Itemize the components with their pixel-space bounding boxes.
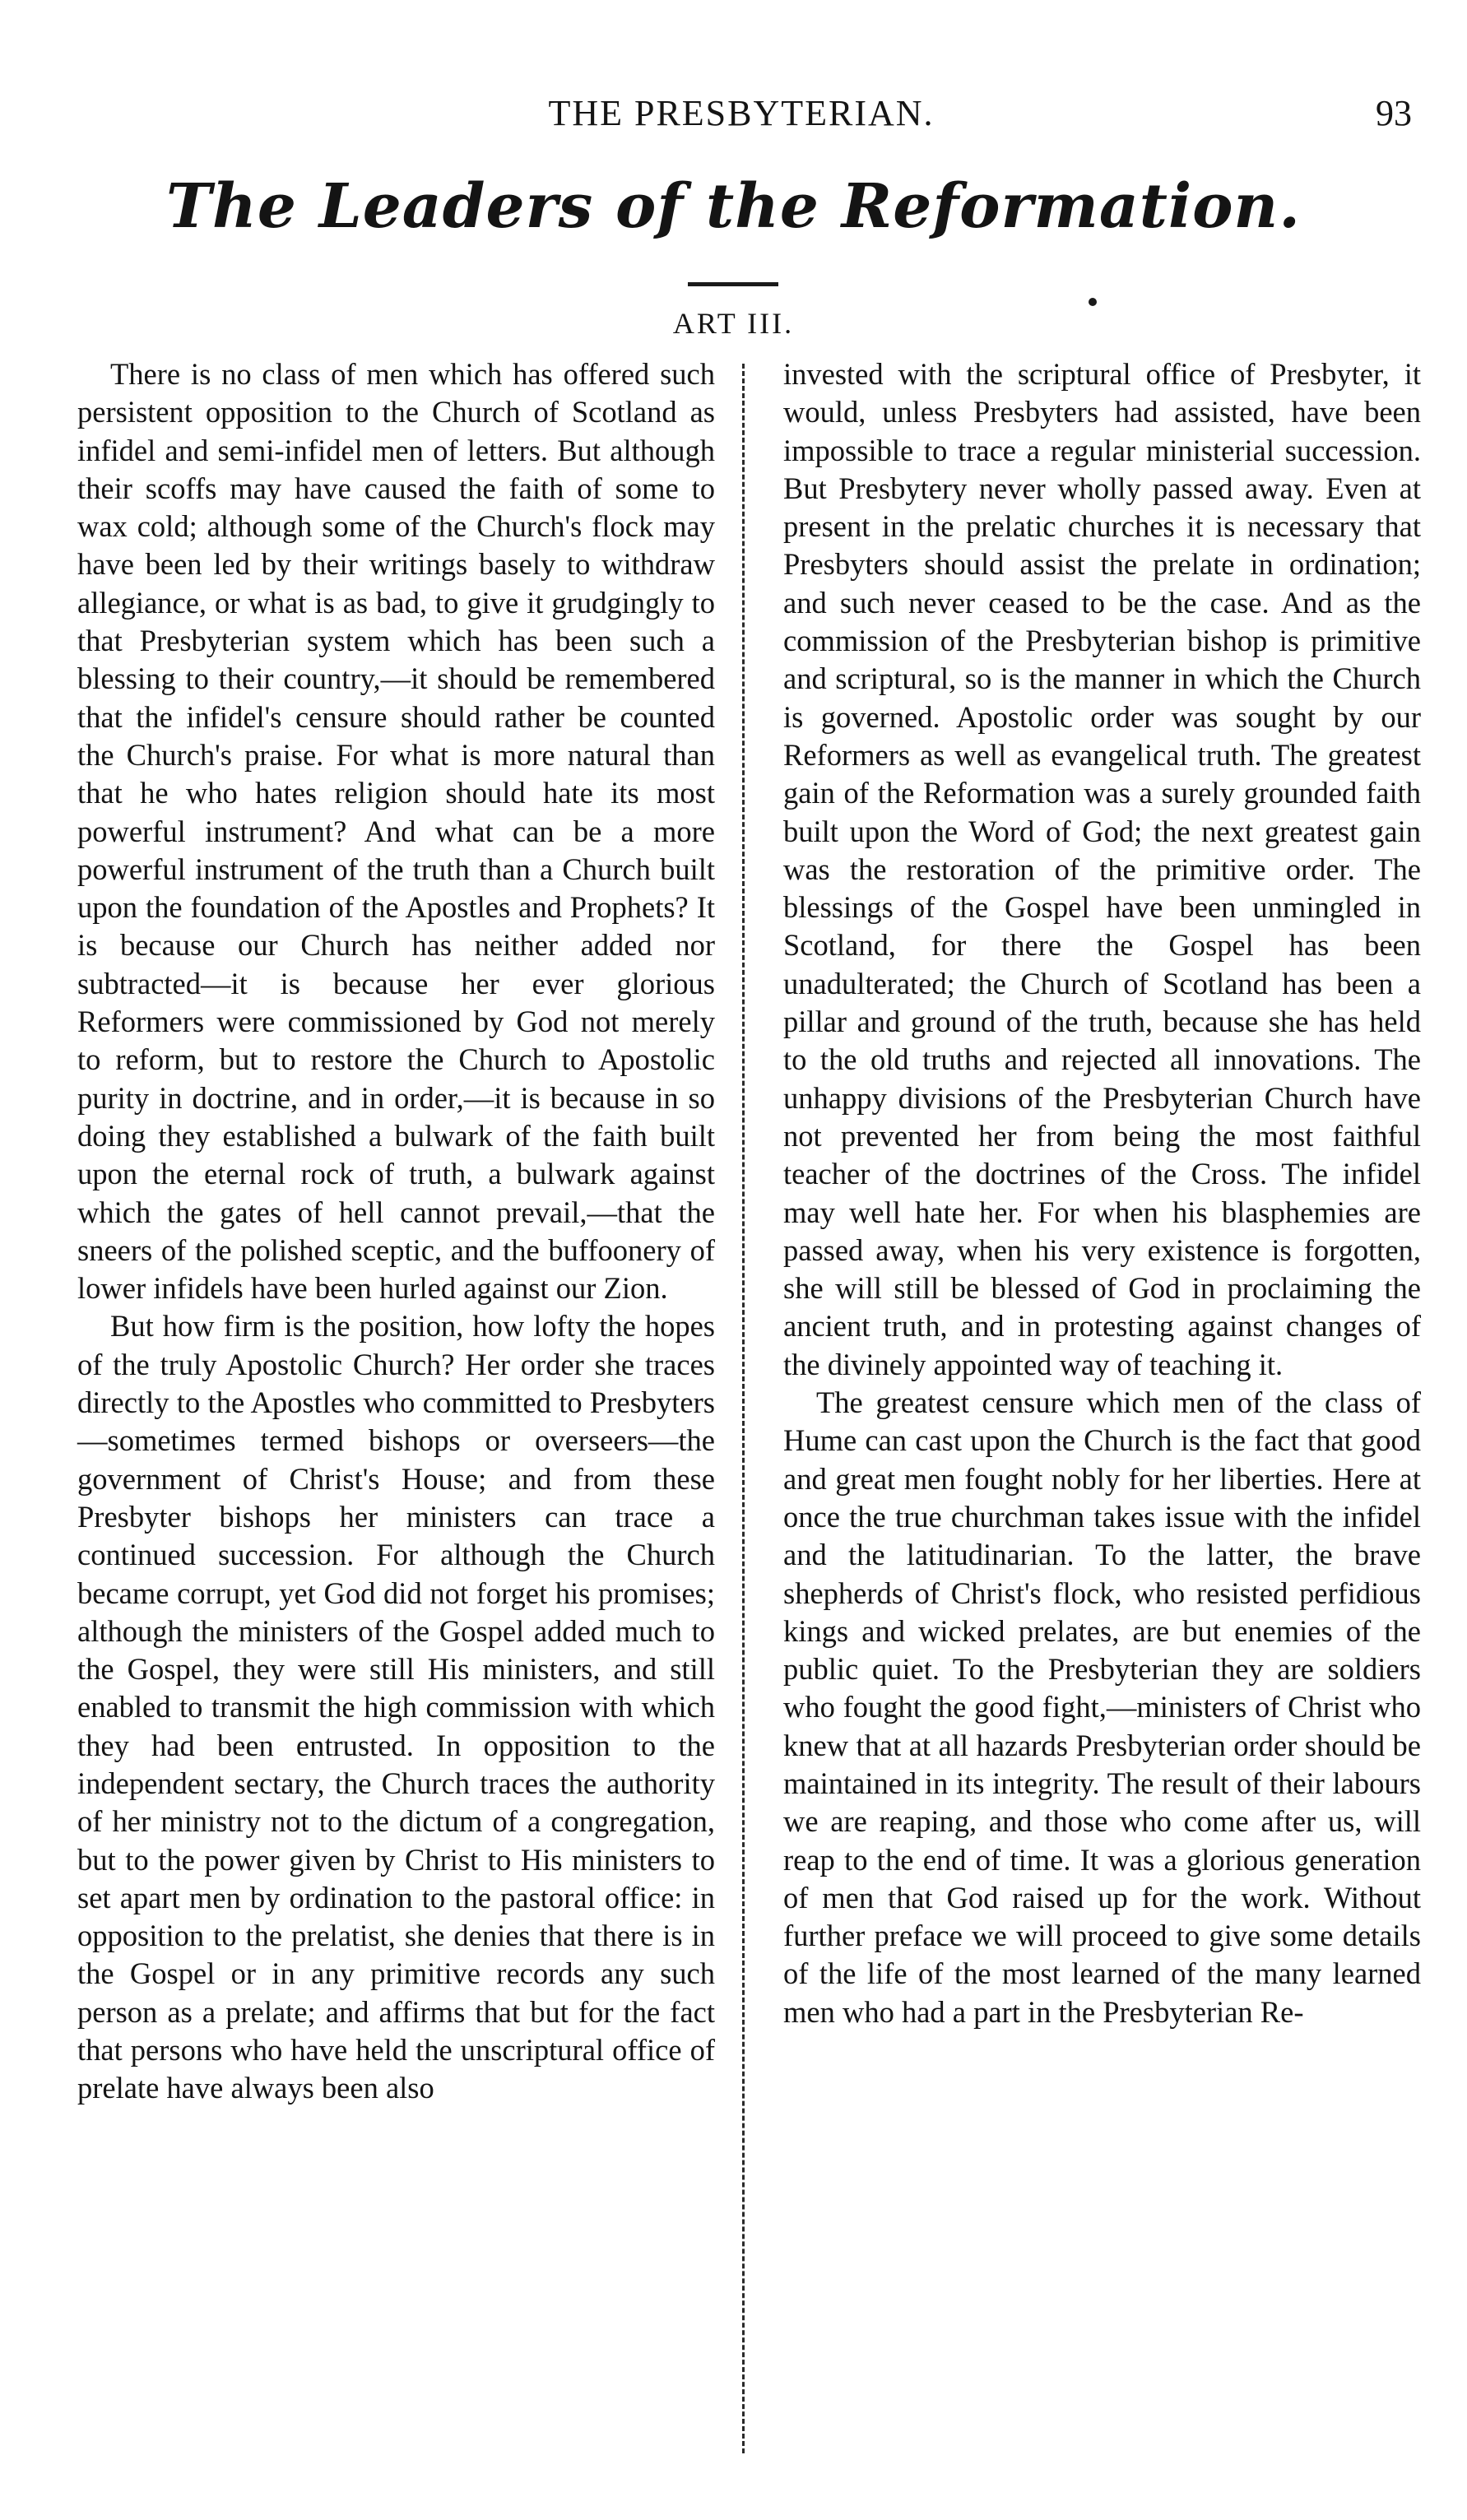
printer-mark xyxy=(1089,298,1097,306)
journal-title: THE PRESBYTERIAN. xyxy=(548,93,935,133)
page-number: 93 xyxy=(1376,93,1412,133)
article-title: The Leaders of the Reformation. xyxy=(165,171,1301,242)
title-rule xyxy=(688,282,778,286)
right-paragraph-2: The greatest censure which men of the class of Hume can cast upon the Church is the fact that good and great men fought nobly for her liberties. Here at once the true churchman takes issue with the infidel and the latitudinarian. To the latter, the brave shepherds of Christ's flock, who resisted perfidious kings and wicked prelates, are but enemies of the public quiet. To the Presbyterian they are soldiers who fought the good fight,—ministers of Christ who knew that at all hazards Presbyterian order should be maintained in its integrity. The result of their labours we are reaping, and those who come after us, will reap to the end of time. It was a glorious generation of men that God raised up for the work. Without further preface we will proceed to give some details of the life of the most learned of the many learned men who had a part in the Presbyterian Re- xyxy=(783,1385,1421,2029)
running-head xyxy=(71,92,1412,142)
article-number: ART III. xyxy=(672,307,795,340)
left-column xyxy=(77,355,715,2462)
article-body xyxy=(77,355,1421,2462)
right-column xyxy=(783,355,1421,2462)
left-paragraph-2: But how firm is the position, how lofty the hopes of the truly Apostolic Church? Her order she traces directly to the Apostles who committed to Presbyters—sometimes termed bishops or overseers—the government of Christ's House; and from these Presbyter bishops her ministers can trace a continued succession. For although the Church became corrupt, yet God did not forget his promises; although the ministers of the Gospel added much to the Gospel, they were still His ministers, and still enabled to transmit the high commission with which they had been entrusted. In opposition to the independent sectary, the Church traces the authority of her ministry not to the dictum of a congregation, but to the power given by Christ to His ministers to set apart men by ordination to the pastoral office: in opposition to the prelatist, she denies that there is in the Gospel or in any primitive records any such person as a prelate; and affirms that but for the fact that persons who have held the unscriptural office of prelate have always been also xyxy=(77,1309,715,2105)
right-paragraph-1: invested with the scriptural office of Presbyter, it would, unless Presbyters had assisted, have been impossible to trace a regular ministerial succession. But Presbytery never wholly passed away. Even at present in the prelatic churches it is necessary that Presbyters should assist the prelate in ordination; and such never ceased to be the case. And as the commission of the Presbyterian bishop is primitive and scriptural, so is the manner in which the Church is governed. Apostolic order was sought by our Reformers as well as evangelical truth. The greatest gain of the Reformation was a surely grounded faith built upon the Word of God; the next greatest gain was the restoration of the primitive order. The blessings of the Gospel have been unmingled in Scotland, for there the Gospel has been unadulterated; the Church of Scotland has been a pillar and ground of the truth, because she has held to the old truths and rejected all innovations. The unhappy divisions of the Presbyterian Church have not prevented her from being the most faithful teacher of the doctrines of the Cross. The infidel may well hate her. For when his blasphemies are passed away, when his very existence is forgotten, she will still be blessed of God in proclaiming the ancient truth, and in protesting against changes of the divinely appointed way of teaching it. xyxy=(783,357,1421,1381)
column-divider xyxy=(742,364,745,2453)
left-paragraph-1: There is no class of men which has offered such persistent opposition to the Church of Scotland as infidel and semi-infidel men of letters. But although their scoffs may have caused the faith of some to wax cold; although some of the Church's flock may have been led by their writings basely to withdraw allegiance, or what is as bad, to give it grudgingly to that Presbyterian system which has been such a blessing to their country,—it should be remembered that the infidel's censure should rather be counted the Church's praise. For what is more natural than that he who hates religion should hate its most powerful instrument? And what can be a more powerful instrument of the truth than a Church built upon the foundation of the Apostles and Prophets? It is because our Church has neither added nor subtracted—it is because her ever glorious Reformers were commissioned by God not merely to reform, but to restore the Church to Apostolic purity in doctrine, and in order,—it is because in so doing they established a bulwark of the faith built upon the eternal rock of truth, a bulwark against which the gates of hell cannot prevail,—that the sneers of the polished sceptic, and the buffoonery of lower infidels have been hurled against our Zion. xyxy=(77,357,715,1306)
